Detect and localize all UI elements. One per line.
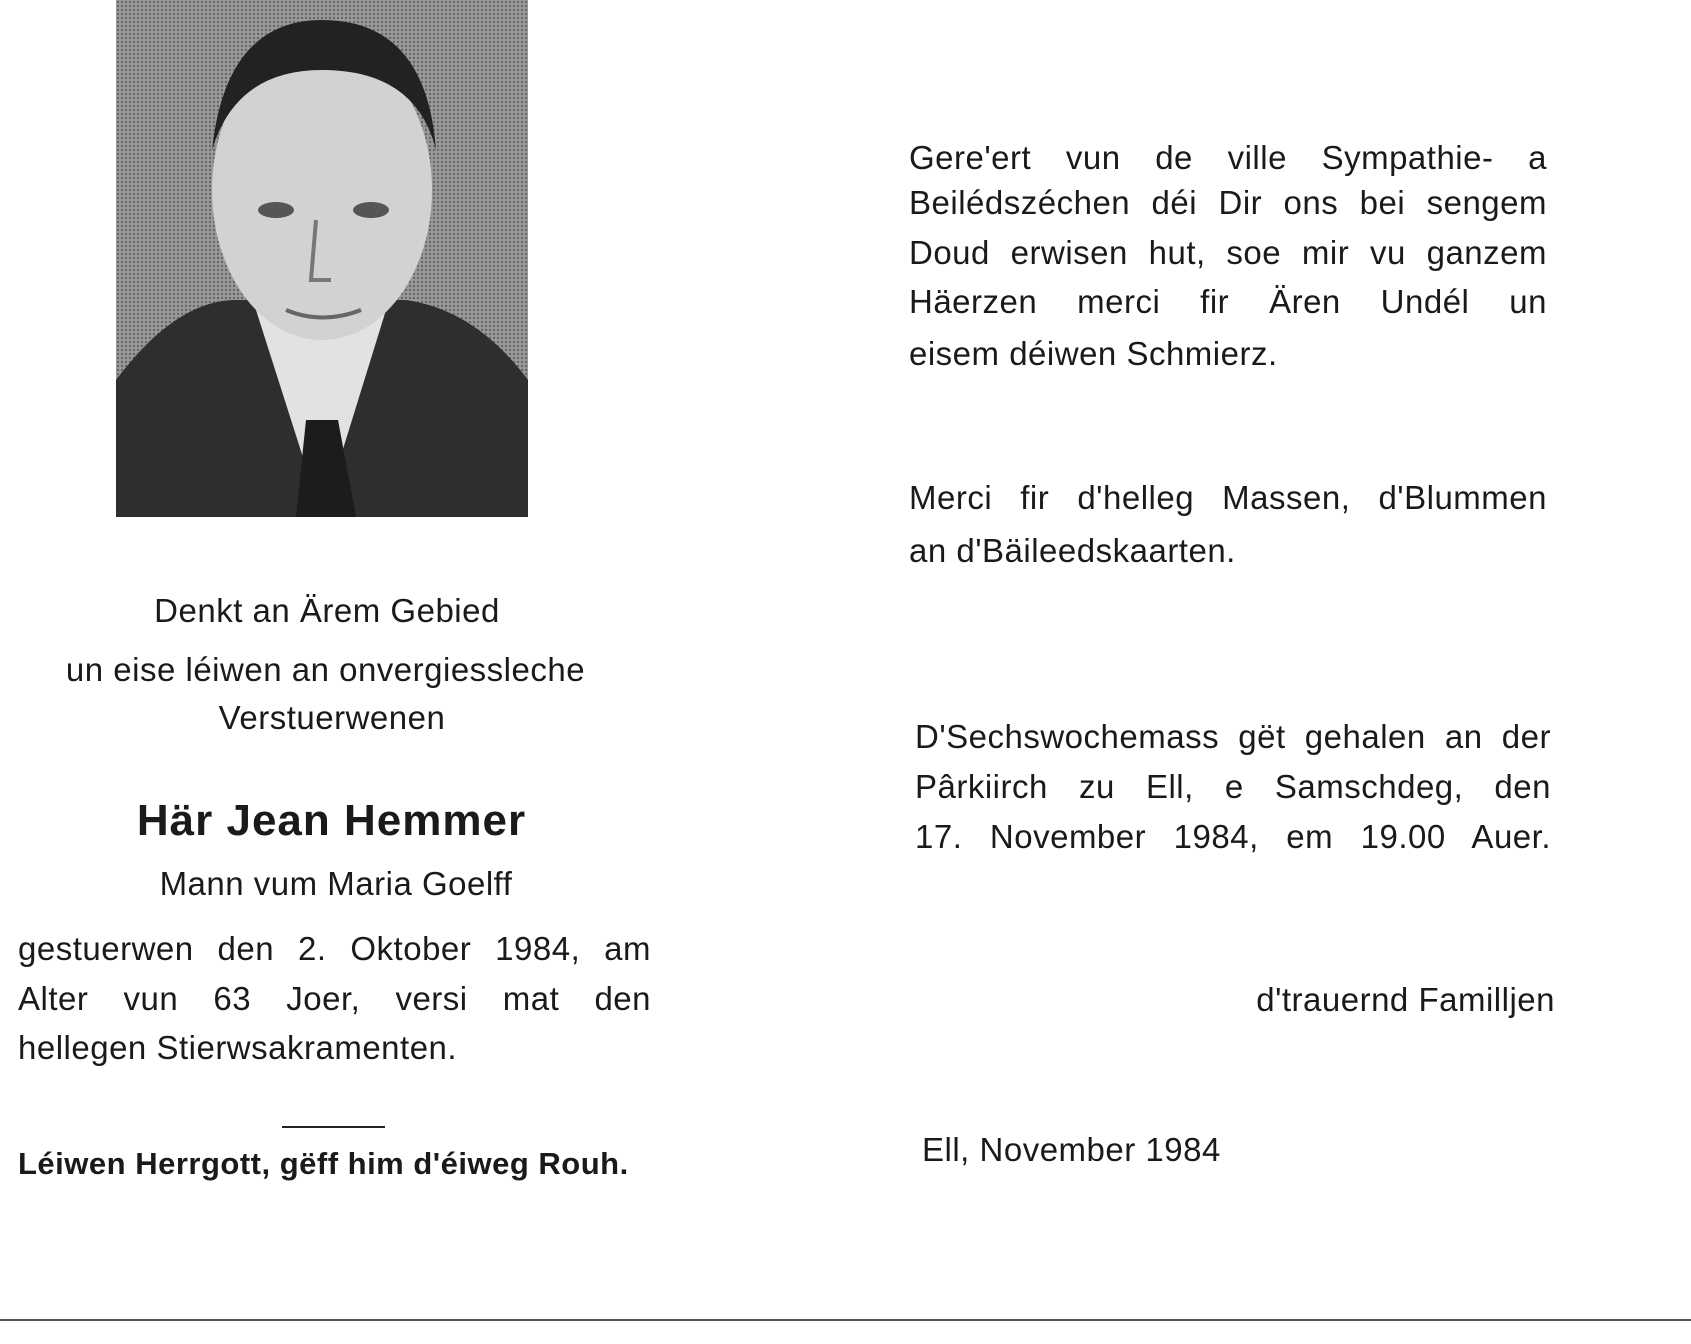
- prayer-line-3: Verstuerwenen: [218, 699, 446, 736]
- card-edge-line: [0, 1319, 1691, 1321]
- death-line-2: Alter vun 63 Joer, versi mat den: [18, 980, 651, 1017]
- spouse-line: Mann vum Maria Goelff: [159, 865, 513, 902]
- portrait-photo: [116, 0, 528, 517]
- prayer-line-2: un eise léiwen an onvergiessleche: [65, 651, 586, 688]
- thanks-line-4: Häerzen merci fir Ären Undél un: [909, 283, 1547, 320]
- merci-line-1: Merci fir d'helleg Massen, d'Blummen: [909, 479, 1547, 516]
- mass-line-1: D'Sechswochemass gët gehalen an der: [915, 718, 1551, 755]
- place-date: Ell, November 1984: [922, 1131, 1221, 1168]
- deceased-name: Här Jean Hemmer: [136, 796, 527, 845]
- death-line-1: gestuerwen den 2. Oktober 1984, am: [18, 930, 651, 967]
- mass-line-3: 17. November 1984, em 19.00 Auer.: [915, 818, 1551, 855]
- merci-line-2: an d'Bäileedskaarten.: [909, 532, 1236, 569]
- death-line-3: hellegen Stierwsakramenten.: [18, 1029, 458, 1066]
- thanks-line-2: Beilédszéchen déi Dir ons bei sengem: [909, 184, 1547, 221]
- mass-line-2: Pârkiirch zu Ell, e Samschdeg, den: [915, 768, 1551, 805]
- closing-prayer: Léiwen Herrgott, gëff him d'éiweg Rouh.: [18, 1146, 629, 1181]
- thanks-line-1: Gere'ert vun de ville Sympathie- a: [909, 139, 1547, 176]
- thanks-line-3: Doud erwisen hut, soe mir vu ganzem: [909, 234, 1547, 271]
- family-signature: d'trauernd Familljen: [1256, 981, 1555, 1018]
- thanks-line-5: eisem déiwen Schmierz.: [909, 335, 1278, 372]
- prayer-line-1: Denkt an Ärem Gebied: [154, 592, 500, 629]
- divider-rule: [282, 1126, 385, 1128]
